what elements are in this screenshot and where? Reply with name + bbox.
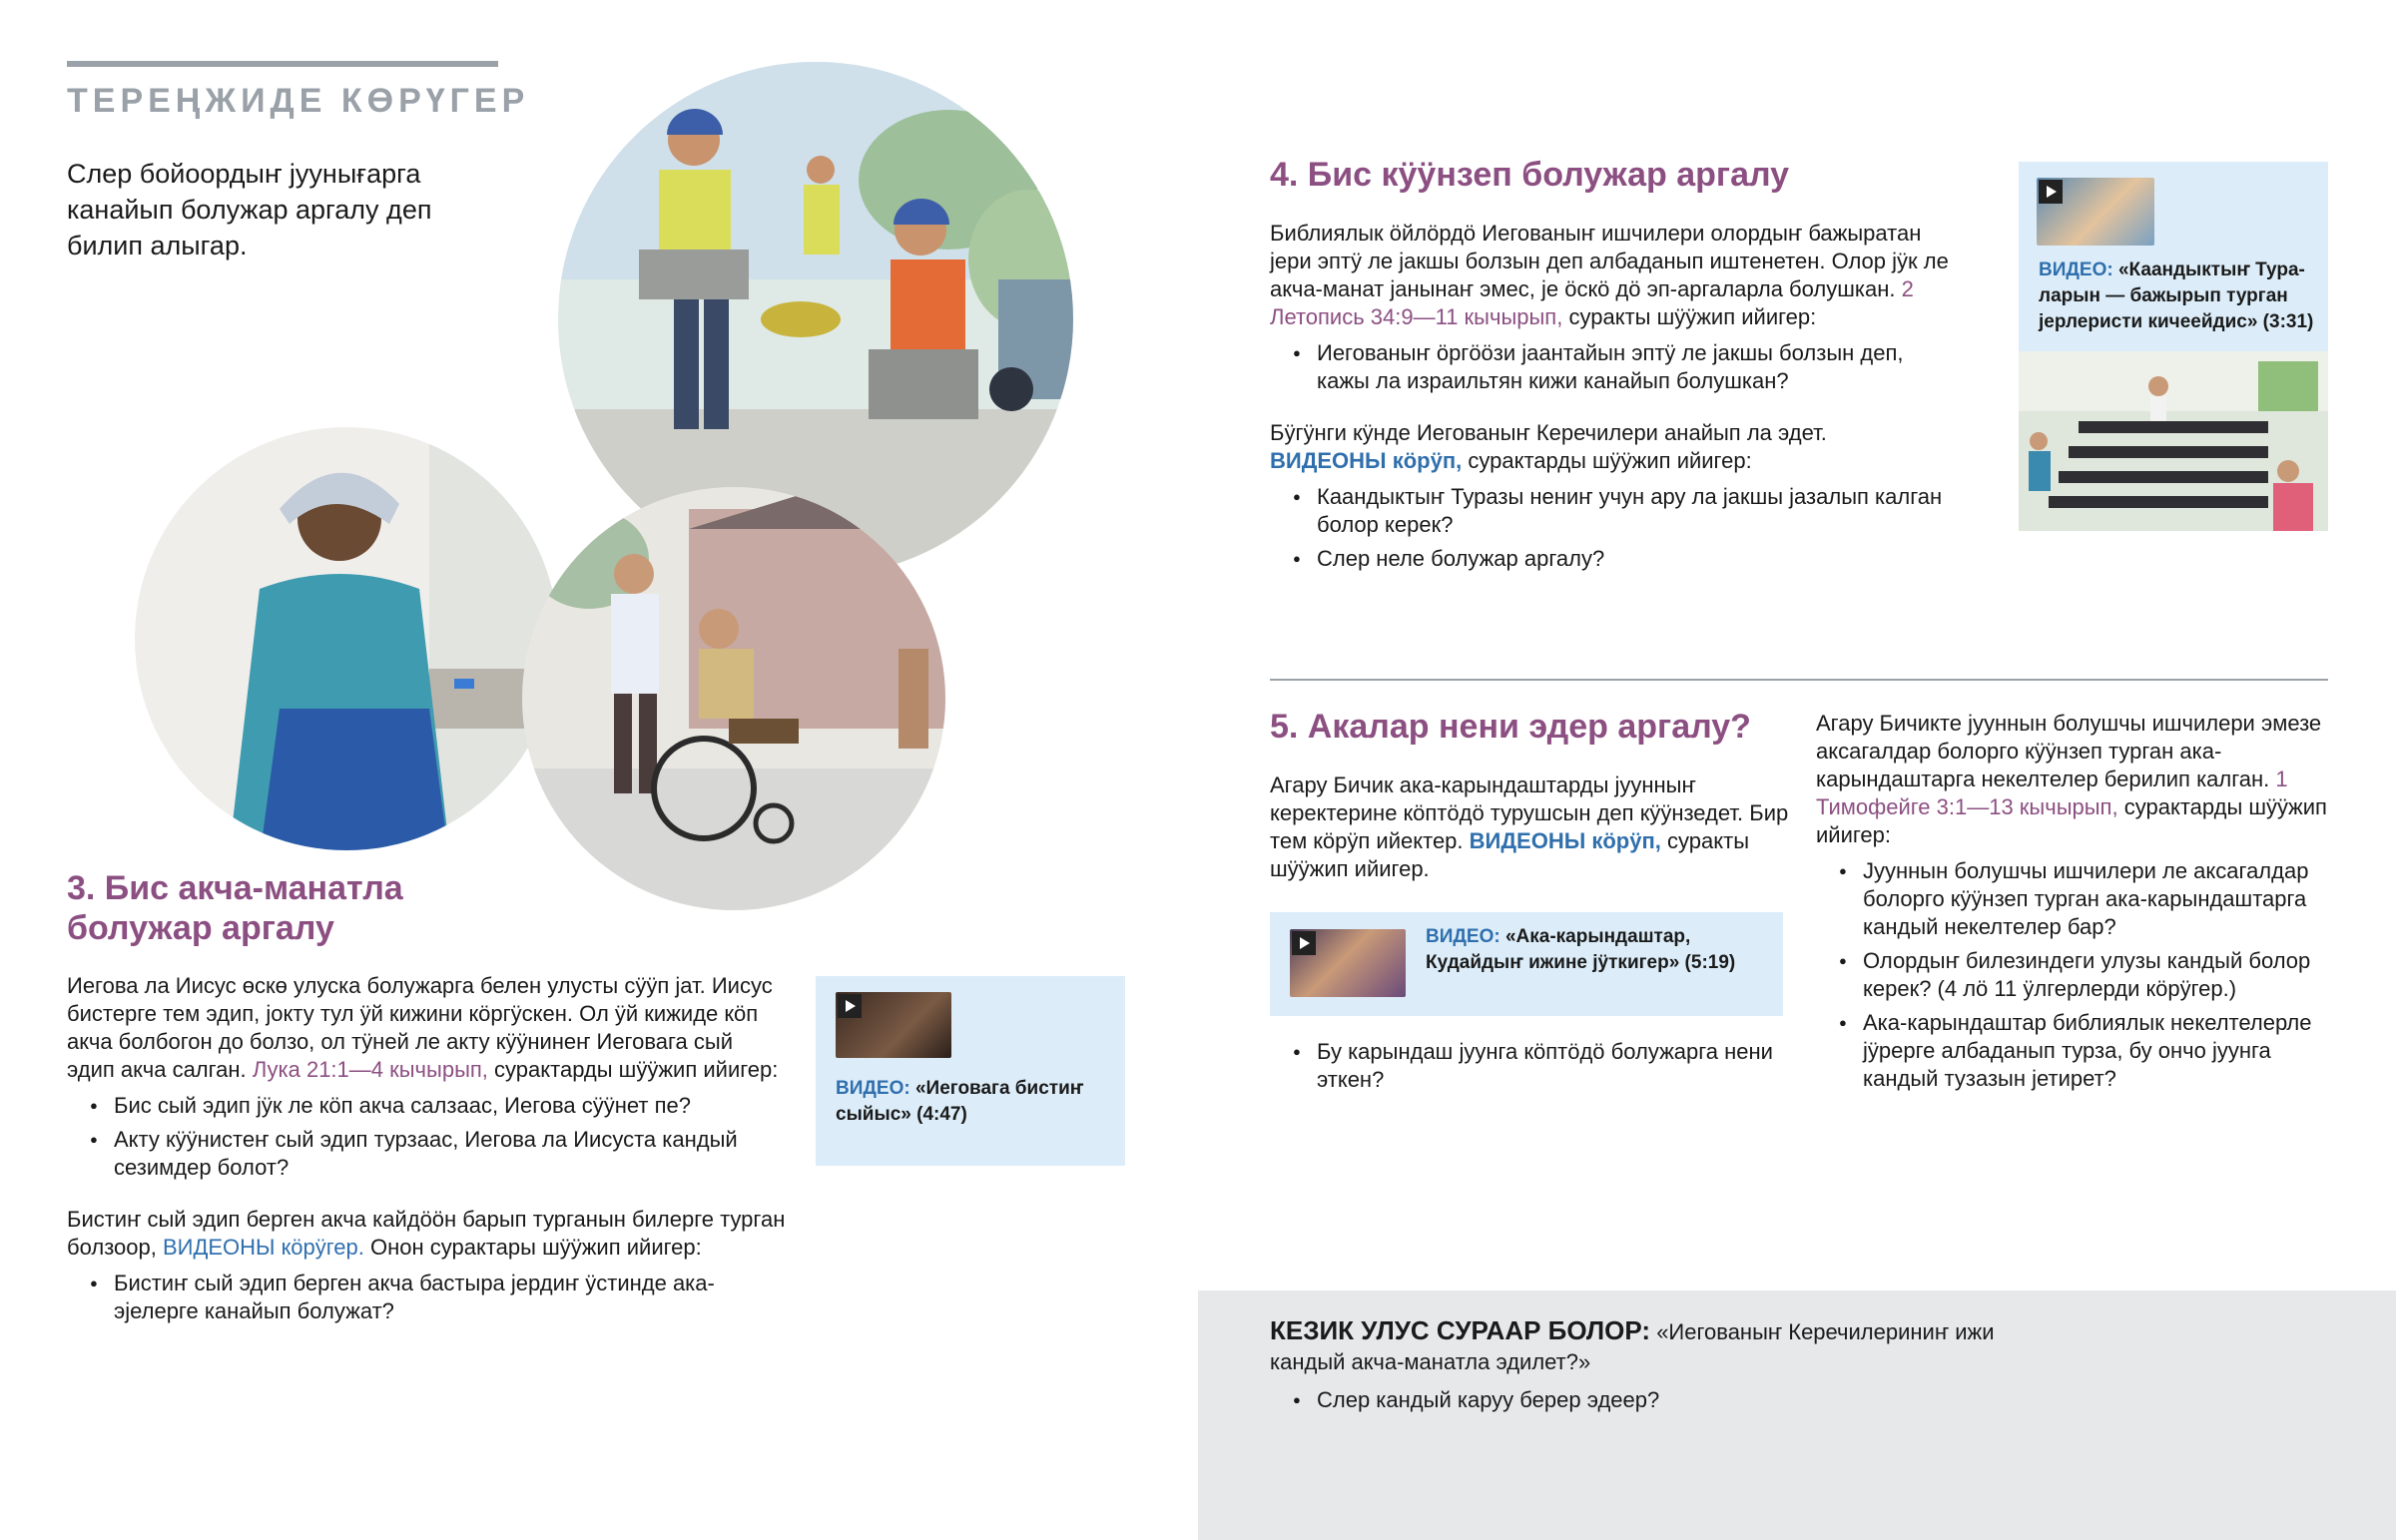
video-thumbnail[interactable] [2037,178,2154,246]
section-3-questions-2 [67,1270,786,1325]
section-3-para2-end: Онон сурактары шӱӱжип ийигер: [369,1235,702,1260]
section-5-questions-left [1270,1038,1789,1100]
video-title-line2: Кудайдыҥ ижине јӱткигер» (5:19) [1426,952,1736,973]
section-4-questions [1270,339,1959,395]
section-5-para1-text: Агару Бичик ака-карындаштарды јуунныҥ керектерине кӧптӧдӧ турушсын деп кӱӱнзедет. Бир тем кӧрӱп ийектер. [1270,772,1789,853]
section-3-para1-end: сурактарды шӱӱжип ийигер: [494,1057,779,1082]
section-5-para2 [1816,710,2335,849]
section-3-questions [67,1092,786,1182]
section-divider [1270,679,2328,681]
footer-lead: КЕЗИК УЛУС СУРААР БОЛОР: [1270,1315,1651,1345]
intro-text: Слер бойоордыҥ јуунығарга канайып болужар аргалу деп билип алыгар. [67,159,432,260]
video-prefix: ВИДЕО: [1426,926,1500,947]
section-3-heading-line2: болужар аргалу [67,909,334,947]
footer-text [1270,1315,2029,1421]
play-icon[interactable] [1292,931,1316,955]
question-item: ● Бу карындаш јуунга кӧптӧдӧ болужарга нени эткен? [1270,1038,1789,1094]
section-5-heading-wrap [1270,707,1829,747]
section-5-questions [1270,1038,1789,1094]
section-5-para2-text: Агару Бичикте јууннын болушчы ишчилери эмезе аксагалдар болорго кӱӱнзеп турган ака-карындаштарга некелтелер берилип калган. [1816,711,2322,791]
illustration-collage [130,30,1088,918]
section-3-para1-text: Иегова ла Иисус өскө улуска болужарга белен улусты сӱӱп јат. Иисус бистерге тем эдип, јокту тул ӱй кижини кӧргӱскен. Ол ӱй кижиде кӧп акча болбогон до болзо, ол тӱней ле акту кӱӱнинеҥ Иеговага сый эдип акча салган. [67,973,773,1082]
scripture-link-luke[interactable]: Лука 21:1—4 кычырып, [252,1057,488,1082]
video-thumbnail[interactable] [1290,929,1406,997]
video-prefix: ВИДЕО: [2039,259,2113,280]
footer-question: «Иегованыҥ Керечилериниҥ ижи кандый акча-манатла эдилет?» [1270,1319,1995,1374]
question-item: ● Бистиҥ сый эдип берген акча бастыра јердиҥ ӱстинде ака-эјелерге канайып болужат? [67,1270,786,1325]
video-thumbnail[interactable] [836,992,951,1058]
section-4-heading-wrap [1270,155,2069,195]
play-icon[interactable] [2039,180,2063,204]
intro-title: ТЕРЕҢЖИДЕ КӨРҮГЕР [67,82,530,120]
section-4-body [1270,220,1959,579]
section-4-para1-text: Библиялык ӧйлӧрдӧ Иегованыҥ ишчилери олордыҥ бажыратан јери эптӱ ле јакшы болзын деп албаданып иштенетен. Олор јӱк ле акча-манат јанынаҥ эмес, је ӧскӧ дӧ эп-аргаларла болушкан. [1270,221,1949,301]
question-item: ● Акту кӱӱнистеҥ сый эдип турзаас, Иегова ла Иисуста кандый сезимдер болот? [67,1126,786,1182]
video-card-brothers[interactable] [1270,912,1783,1016]
section-3-para1 [67,972,786,1084]
section-5-heading: 5. Акалар нени эдер аргалу? [1270,708,1751,746]
question-item: ● Каандыктыҥ Туразы нениҥ учун ару ла јакшы јазалып калган болор керек? [1270,483,1959,539]
question-item: ● Олордыҥ билезиндеги улузы кандый болор керек? (4 лӧ 11 ӱлгерлерди кӧрӱгер.) [1816,947,2335,1003]
section-5-questions-2 [1816,857,2335,1093]
video-title: «Иеговага бистиҥ сыйыс» (4:47) [836,1078,1084,1125]
section-4-para2-end: сурактарды шӱӱжип ийигер: [1468,448,1752,473]
woman-donating-image [130,419,569,858]
question-item: ● Иегованыҥ ӧргӧӧзи јаантайын эптӱ ле јакшы болзын деп, кажы ла израильтян кижи канайып болушкан? [1270,339,1959,395]
section-5-para1-end: суракты шӱӱжип ийигер. [1270,828,1749,881]
section-3-body [67,972,786,1331]
section-5-body-left [1270,771,1789,883]
video-link[interactable]: ВИДЕОНЫ кӧрӱгер. [162,1235,364,1260]
question-item: ● Бис сый эдип јӱк ле кӧп акча салзаас, Иегова сӱӱнет пе? [67,1092,786,1120]
section-3-heading [67,868,766,948]
section-4-heading: 4. Бис кӱӱнзеп болужар аргалу [1270,156,1790,194]
scripture-link-timothy[interactable]: 1 Тимофейге 3:1—13 кычырып, [1816,767,2288,819]
video-label [2039,257,2323,335]
section-5-body-right [1816,710,2335,1099]
video-label [836,1076,1105,1128]
section-3 [67,868,766,948]
question-item: ● Слер неле болужар аргалу? [1270,545,1959,573]
video-card-offering[interactable] [816,976,1125,1166]
video-label [1426,924,1775,976]
section-3-heading-line1: 3. Бис акча-манатла [67,869,403,907]
section-4-para2-text: Бӱгӱнги кӱнде Иегованыҥ Керечилери анайып ла эдет. [1270,420,1827,445]
section-4-para1-end: суракты шӱӱжип ийигер: [1568,304,1817,329]
section-3-para2-text: Бистиҥ сый эдип берген акча кайдӧӧн барып турганын билерге турган болзоор, [67,1207,786,1260]
video-link[interactable]: ВИДЕОНЫ кӧрӱп, [1469,828,1661,853]
scripture-link-chronicles[interactable]: 2 Летопись 34:9—11 кычырып, [1270,276,1914,329]
video-title-line1: «Каандыктыҥ Тура- [2117,259,2305,280]
section-5-para2-end: сурактарды шӱӱжип ийигер: [1816,794,2327,847]
video-title-line2: ларын — бажырып турган [2039,285,2288,306]
footer-questions [1270,1385,2029,1415]
question-item: ● Слер кандый каруу берер эдеер? [1270,1385,2029,1415]
question-item: ● Ака-карындаштар библиялык некелтелерле јӱрерге албаданып турза, бу ончо јуунга кандый тузазын јетирет? [1816,1009,2335,1093]
video-title-line3: јерлеристи кичеейдис» (3:31) [2039,311,2314,332]
question-item: ● Јууннын болушчы ишчилери ле аксагалдар болорго кӱӱнзеп турган ака-карындаштарга кандый некелтелер бар? [1816,857,2335,941]
video-card-kingdom-hall[interactable] [2019,162,2328,531]
video-link[interactable]: ВИДЕОНЫ кӧрӱп, [1270,448,1463,473]
video-title-line1: «Ака-карындаштар, [1504,926,1691,947]
play-icon[interactable] [838,994,862,1018]
section-3-para2 [67,1206,786,1262]
section-4-questions-2 [1270,483,1959,573]
section-4-para1 [1270,220,1959,331]
kingdom-hall-image [2019,351,2328,531]
video-prefix: ВИДЕО: [836,1078,910,1099]
section-4-para2 [1270,419,1959,475]
